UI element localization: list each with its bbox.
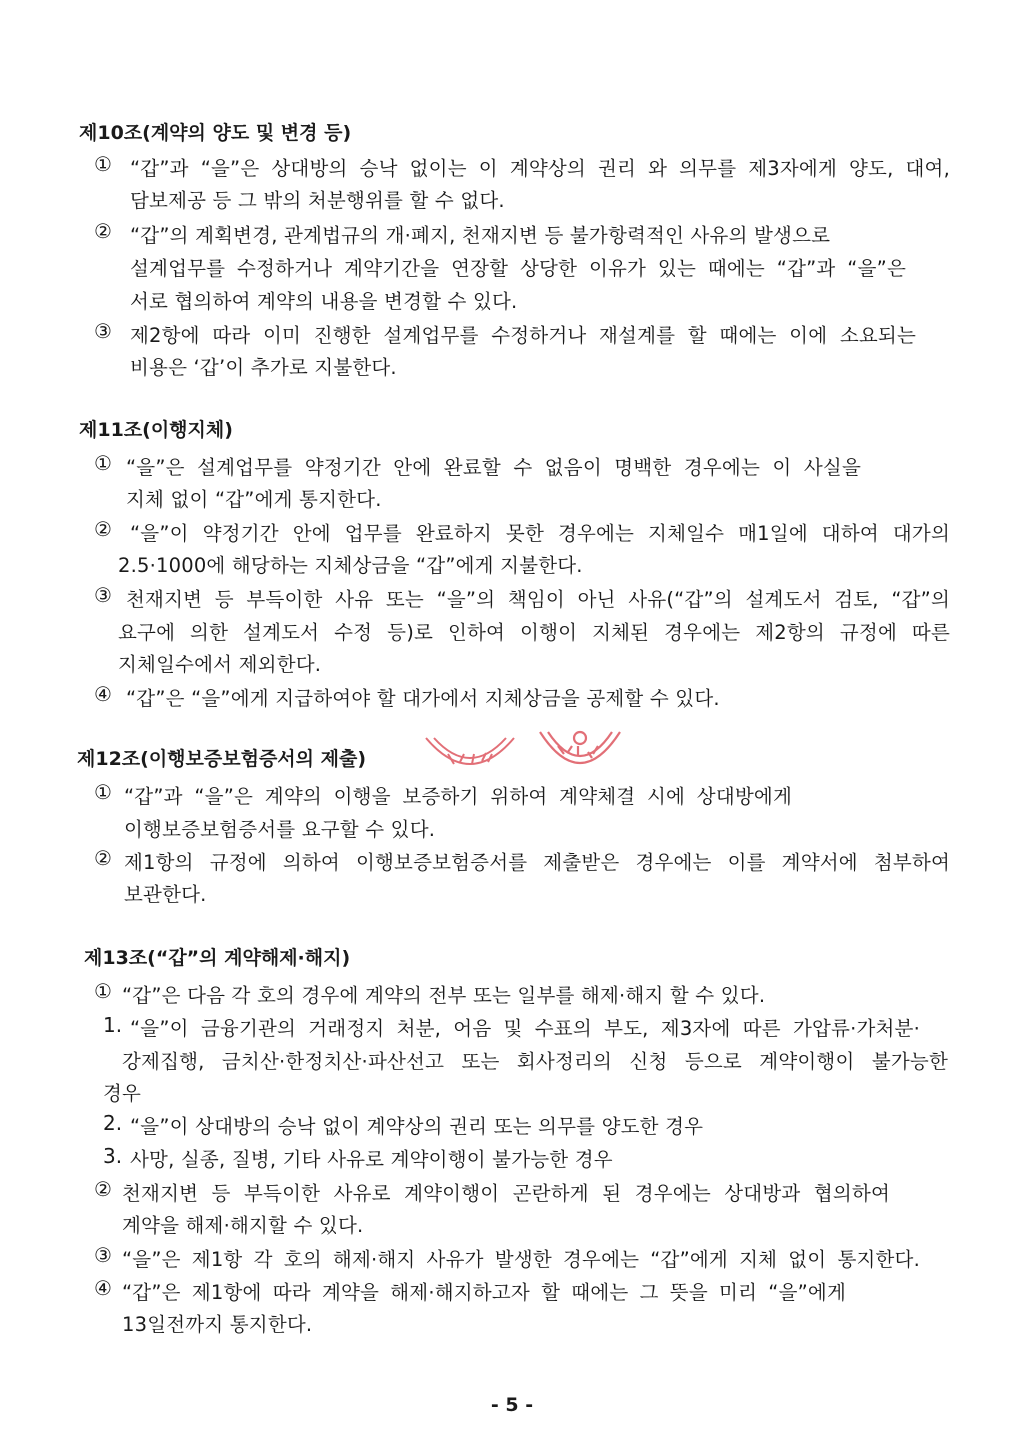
article-13-para-4-line-1: “갑”은 제1항에 따라 계약을 해제·해지하고자 할 때에는 그 뜻을 미리 “을”에게 [122, 1281, 846, 1304]
article-10-heading: 제10조(계약의 양도 및 변경 등) [79, 122, 352, 144]
article-13-para-4-line-2: 13일전까지 통지한다. [122, 1313, 313, 1336]
article-12-para-2-line-1: 제1항의 규정에 의하여 이행보증보험증서를 제출받은 경우에는 이를 계약서에 첨부하여 [124, 851, 950, 874]
article-13-item-2-line-1: “을”이 상대방의 승낙 없이 계약상의 권리 또는 의무를 양도한 경우 [130, 1115, 704, 1138]
article-11-para-3-line-2: 요구에 의한 설계도서 수정 등)로 인하여 이행이 지체된 경우에는 제2항의 규정에 따른 [118, 621, 950, 644]
article-10-para-3-line-1: 제2항에 따라 이미 진행한 설계업무를 수정하거나 재설계를 할 때에는 이에 소요되는 [130, 324, 916, 347]
article-11-para-3-marker: ③ [94, 583, 112, 607]
article-10-para-3-line-2: 비용은 ‘갑’이 추가로 지불한다. [130, 356, 397, 379]
article-13-para-2-marker: ② [94, 1177, 112, 1201]
article-13-heading: 제13조(“갑”의 계약해제·해지) [84, 947, 351, 969]
article-11-para-2-marker: ② [94, 517, 112, 541]
article-12-para-1-line-2: 이행보증보험증서를 요구할 수 있다. [124, 818, 436, 841]
article-11-para-2-line-2: 2.5·1000에 해당하는 지체상금을 “갑”에게 지불한다. [118, 554, 583, 577]
article-13-para-2-line-2: 계약을 해제·해지할 수 있다. [122, 1214, 364, 1237]
article-11-para-1-line-2: 지체 없이 “갑”에게 통지한다. [126, 488, 382, 511]
article-10-para-2-line-1: “갑”의 계획변경, 관계법규의 개·폐지, 천재지변 등 불가항력적인 사유의 발생으로 [130, 224, 831, 247]
article-11-para-1-line-1: “을”은 설계업무를 약정기간 안에 완료할 수 없음이 명백한 경우에는 이 사실을 [126, 456, 861, 479]
article-13-para-3-marker: ③ [94, 1243, 112, 1267]
article-12-para-1-marker: ① [94, 780, 112, 804]
article-12-para-2-marker: ② [94, 846, 112, 870]
article-11-para-4-marker: ④ [94, 682, 112, 706]
article-13-para-2-line-1: 천재지변 등 부득이한 사유로 계약이행이 곤란하게 된 경우에는 상대방과 협의하여 [122, 1182, 890, 1205]
article-13-para-1-marker: ① [94, 979, 112, 1003]
article-13-item-2-marker: 2. [103, 1111, 123, 1135]
article-13-item-1-line-2: 강제집행, 금치산·한정치산·파산선고 또는 회사정리의 신청 등으로 계약이행이 불가능한 [122, 1050, 948, 1073]
article-11-heading: 제11조(이행지체) [79, 419, 233, 441]
article-13-para-3-line-1: “을”은 제1항 각 호의 해제·해지 사유가 발생한 경우에는 “갑”에게 지체 없이 통지한다. [122, 1248, 920, 1271]
article-11-para-4-line-1: “갑”은 “을”에게 지급하여야 할 대가에서 지체상금을 공제할 수 있다. [126, 687, 720, 710]
article-11-para-2-line-1: “을”이 약정기간 안에 업무를 완료하지 못한 경우에는 지체일수 매1일에 대하여 대가의 [130, 522, 950, 545]
article-10-para-1-line-1: “갑”과 “을”은 상대방의 승낙 없이는 이 계약상의 권리 와 의무를 제3자에게 양도, 대여, [130, 157, 950, 180]
page-number: - 5 - [490, 1394, 534, 1416]
article-13-item-1-marker: 1. [103, 1013, 123, 1037]
article-12-para-2-line-2: 보관한다. [124, 883, 207, 906]
article-10-para-2-line-3: 서로 협의하여 계약의 내용을 변경할 수 있다. [130, 290, 518, 313]
article-13-item-3-marker: 3. [103, 1144, 123, 1168]
article-13-para-1-line-1: “갑”은 다음 각 호의 경우에 계약의 전부 또는 일부를 해제·해지 할 수 있다. [122, 984, 766, 1007]
seal-stamp-left [420, 728, 520, 788]
article-12-para-1-line-1: “갑”과 “을”은 계약의 이행을 보증하기 위하여 계약체결 시에 상대방에게 [124, 785, 792, 808]
article-12-heading: 제12조(이행보증보험증서의 제출) [77, 748, 367, 770]
article-10-para-1-line-2: 담보제공 등 그 밖의 처분행위를 할 수 없다. [130, 189, 505, 212]
article-13-item-1-line-1: “을”이 금융기관의 거래정지 처분, 어음 및 수표의 부도, 제3자에 따른 가압류·가처분· [130, 1017, 920, 1040]
article-10-para-1-marker: ① [94, 152, 112, 176]
article-11-para-3-line-3: 지체일수에서 제외한다. [118, 653, 322, 676]
article-10-para-2-line-2: 설계업무를 수정하거나 계약기간을 연장할 상당한 이유가 있는 때에는 “갑”과 “을”은 [130, 257, 906, 280]
article-13-item-3-line-1: 사망, 실종, 질병, 기타 사유로 계약이행이 불가능한 경우 [130, 1148, 613, 1171]
article-10-para-3-marker: ③ [94, 319, 112, 343]
article-13-item-1-line-3: 경우 [103, 1082, 142, 1105]
article-11-para-1-marker: ① [94, 451, 112, 475]
article-11-para-3-line-1: 천재지변 등 부득이한 사유 또는 “을”의 책임이 아닌 사유(“갑”의 설계도서 검토, “갑”의 [126, 588, 950, 611]
article-10-para-2-marker: ② [94, 219, 112, 243]
article-13-para-4-marker: ④ [94, 1276, 112, 1300]
